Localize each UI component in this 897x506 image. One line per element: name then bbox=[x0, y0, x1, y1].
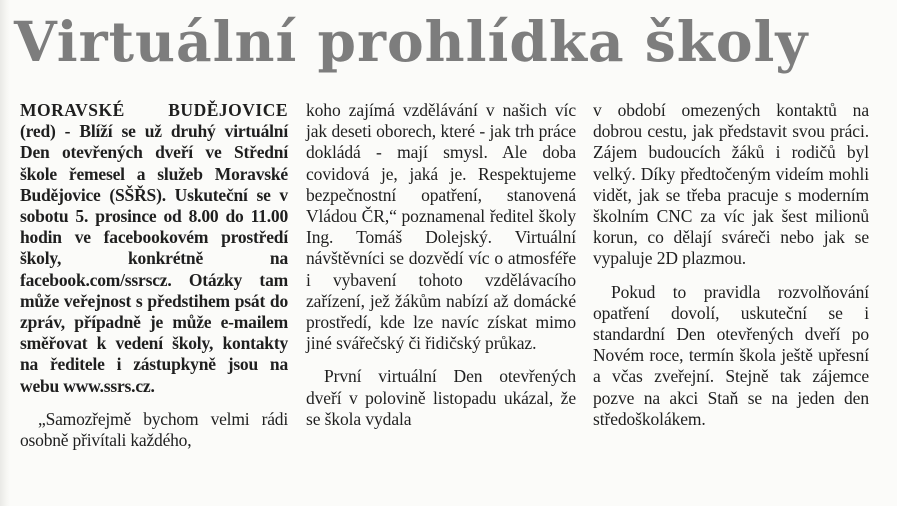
article-column-3 bbox=[593, 100, 869, 430]
article-quote-start: „Samozřejmě bychom velmi rádi osobně přivítali každého, bbox=[20, 408, 288, 451]
article-paragraph: První virtuální Den otevřených dveří v polovině listopadu ukázal, že se škola vydala bbox=[306, 366, 576, 429]
article-paragraph: Pokud to pravidla rozvolňování opatření dovolí, uskuteční se i standardní Den otevřených dveří po Novém roce, termín škola ještě upřesní a včas zveřejní. Stejně tak zájemce pozve na akci Staň se na jeden den středoškolákem. bbox=[593, 281, 869, 429]
article-lead-text: (red) - Blíží se už druhý virtuální Den otevřených dveří ve Střední škole řemesel a služeb Moravské Budějovice (SŠŘS). Uskuteční se v sobotu 5. prosince od 8.00 do 11.00 hodin ve facebookovém prostředí školy, konkrétně na facebook.com/ssrscz. Otázky tam může veřejnost s předstihem psát do zpráv, případně je může e-mailem směřovat k vedení školy, kontakty na ředitele i zástupkyně jsou na webu www.ssrs.cz. bbox=[20, 121, 288, 396]
article-paragraph: v období omezených kontaktů na dobrou cestu, jak představit svou práci. Zájem budoucích žáků i rodičů byl velký. Díky předtočeným videím mohli vidět, jak se třeba pracuje s moderním školním CNC za víc jak šest milionů korun, co dělají sváreči nebo jak se vypaluje 2D plazmou. bbox=[593, 100, 869, 269]
article-paragraph: koho zajímá vzdělávání v našich víc jak deseti oborech, které - jak trh práce dokládá - mají smysl. Ale doba covidová je, jaká je. Respektujeme bezpečnostní opatření, stanovená Vládou ČR,“ poznamenal ředitel školy Ing. Tomáš Dolejský. Virtuální návštěvníci se dozvědí víc o atmosféře i vybavení tohoto vzdělávacího zařízení, jež žákům nabízí až domácké prostředí, kde lze navíc získat mimo jiné svářečský či řidičský průkaz. bbox=[306, 100, 576, 354]
article-column-1 bbox=[20, 100, 288, 451]
article-lead-paragraph bbox=[20, 100, 288, 397]
article-column-2 bbox=[306, 100, 576, 430]
article-headline: Virtuální prohlídka školy bbox=[14, 9, 809, 74]
article-dateline: MORAVSKÉ BUDĚJOVICE bbox=[20, 100, 288, 120]
scan-edge-shadow bbox=[0, 0, 10, 506]
